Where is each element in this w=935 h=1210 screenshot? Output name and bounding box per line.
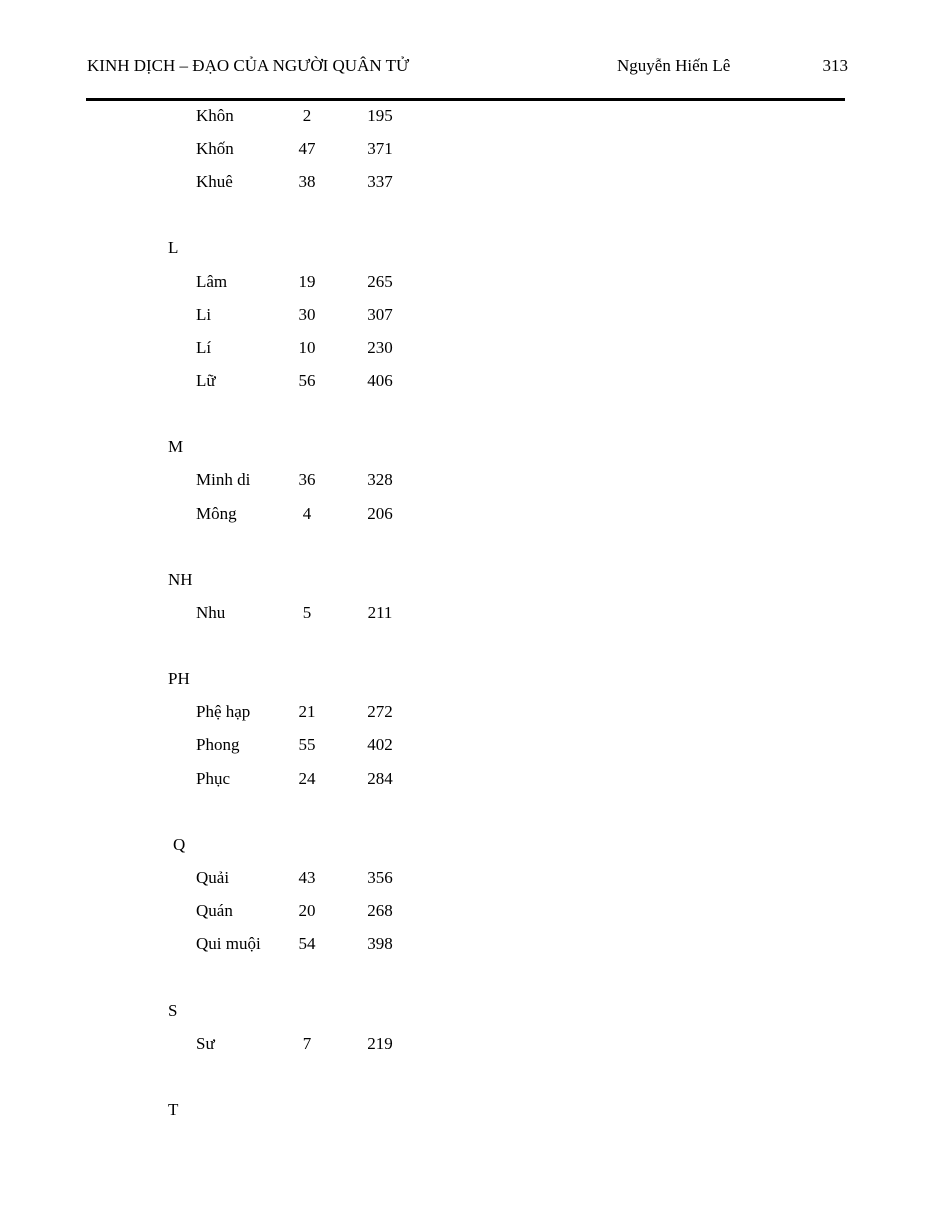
entry-page: 337 [367,172,393,191]
section-letter: Q [173,835,186,854]
index-entry [0,934,935,956]
entry-page: 307 [367,305,393,324]
index-entry [0,139,935,161]
entry-page: 284 [367,769,393,788]
entry-page: 328 [367,470,393,489]
entry-number: 5 [302,603,312,622]
entry-number: 30 [298,305,316,324]
entry-page: 406 [367,371,393,390]
section-letter: S [168,1001,178,1020]
entry-name: Lí [196,338,212,357]
entry-number: 36 [298,470,316,489]
section-letter: PH [168,669,190,688]
entry-page: 230 [367,338,393,357]
entry-name: Phong [196,735,240,754]
entry-number: 7 [302,1034,312,1053]
entry-number: 10 [298,338,316,357]
section-letter: L [168,238,179,257]
entry-name: Nhu [196,603,226,622]
entry-name: Khuê [196,172,233,191]
index-entry [0,172,935,194]
entry-name: Khốn [196,139,234,158]
entry-name: Lữ [196,371,216,390]
index-entry [0,769,935,791]
entry-page: 402 [367,735,393,754]
entry-number: 55 [298,735,316,754]
entry-name: Quải [196,868,230,887]
index-entry [0,603,935,625]
entry-name: Phục [196,769,230,788]
index-entry [0,272,935,294]
entry-page: 268 [367,901,393,920]
entry-page: 195 [367,106,393,125]
index-entry [0,470,935,492]
entry-page: 265 [367,272,393,291]
entry-number: 4 [302,504,312,523]
index-entry [0,735,935,757]
book-title: KINH DỊCH – ĐẠO CỦA NGƯỜI QUÂN TỬ [87,56,410,75]
entry-name: Mông [196,504,237,523]
entry-number: 2 [302,106,312,125]
entry-name: Li [196,305,212,324]
entry-page: 356 [367,868,393,887]
entry-number: 21 [298,702,316,721]
page-number: 313 [822,56,848,75]
entry-page: 398 [367,934,393,953]
section-letter: NH [168,570,193,589]
index-entry [0,371,935,393]
entry-name: Qui muội [196,934,261,953]
entry-number: 43 [298,868,316,887]
entry-name: Sư [196,1034,215,1053]
entry-name: Minh di [196,470,251,489]
entry-name: Phệ hạp [196,702,251,721]
section-letter: T [168,1100,179,1119]
entry-name: Quán [196,901,233,920]
entry-name: Lâm [196,272,228,291]
entry-name: Khôn [196,106,234,125]
entry-page: 211 [367,603,393,622]
entry-number: 54 [298,934,316,953]
author-name: Nguyễn Hiến Lê [617,56,731,75]
entry-number: 47 [298,139,316,158]
index-entry [0,338,935,360]
entry-number: 19 [298,272,316,291]
section-letter: M [168,437,184,456]
index-entry [0,868,935,890]
entry-page: 371 [367,139,393,158]
entry-page: 219 [367,1034,393,1053]
index-entry [0,504,935,526]
index-entry [0,901,935,923]
index-entry [0,702,935,724]
entry-number: 56 [298,371,316,390]
index-entry [0,305,935,327]
entry-number: 20 [298,901,316,920]
entry-number: 24 [298,769,316,788]
index-entry [0,106,935,128]
index-entry [0,1034,935,1056]
entry-page: 206 [367,504,393,523]
entry-page: 272 [367,702,393,721]
entry-number: 38 [298,172,316,191]
